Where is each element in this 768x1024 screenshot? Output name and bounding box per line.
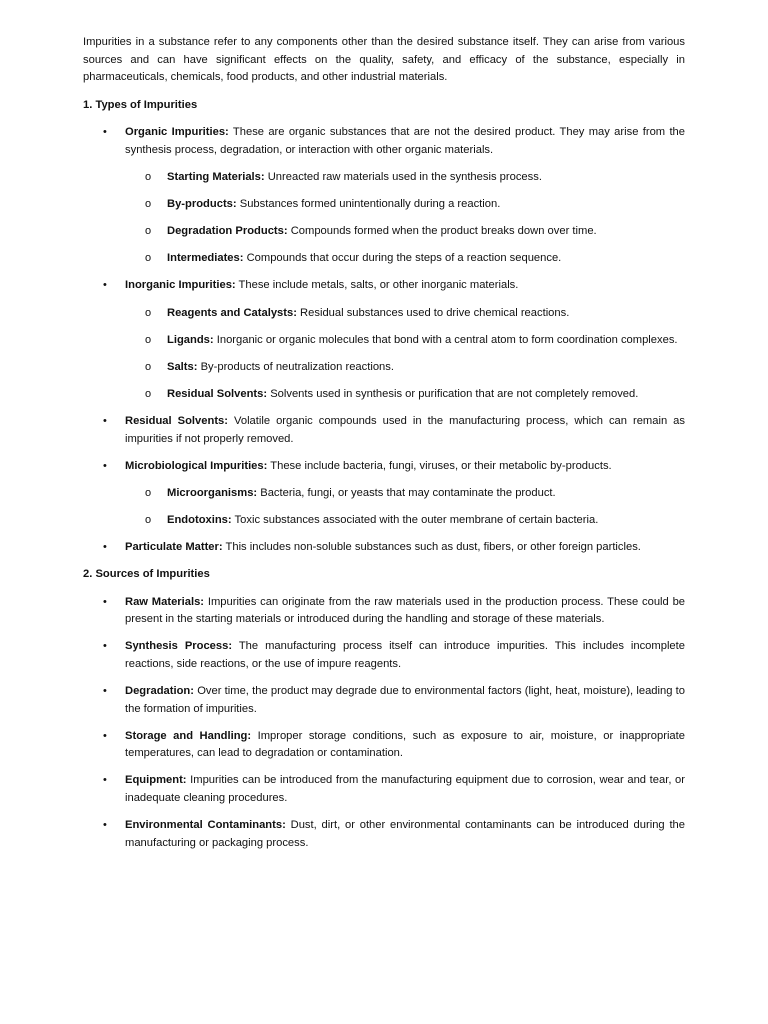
types-list	[83, 124, 685, 556]
term: Synthesis Process:	[125, 640, 233, 653]
bullet-icon: •	[103, 819, 107, 831]
list-item-equipment	[83, 772, 685, 807]
term: Degradation Products:	[167, 225, 288, 238]
intro-paragraph: Impurities in a substance refer to any components other than the desired substance itself. They can arise from various sources and can have significant effects on the quality, safety, and efficacy of the substance, especially in pharmaceuticals, chemicals, food products, and other industrial materials.	[83, 36, 685, 84]
description: This includes non-soluble substances such as dust, fibers, or other foreign particles.	[222, 540, 641, 553]
list-item-raw-materials	[83, 594, 685, 629]
sub-item-by-products	[83, 196, 685, 214]
list-item-residual-solvents	[83, 413, 685, 448]
sub-item-intermediates	[83, 250, 685, 268]
sub-bullet-icon: o	[145, 252, 152, 265]
description: Solvents used in synthesis or purification that are not completely removed.	[267, 387, 639, 400]
description: These include bacteria, fungi, viruses, or their metabolic by-products.	[267, 459, 612, 472]
description: Improper storage conditions, such as exposure to air, moisture, or inappropriate temperatures, can lead to degradation or contamination.	[125, 729, 685, 760]
sub-bullet-icon: o	[145, 360, 152, 373]
sub-bullet-icon: o	[145, 513, 152, 526]
term: Starting Materials:	[167, 171, 265, 184]
sub-bullet-icon: o	[145, 306, 152, 319]
description: Residual substances used to drive chemical reactions.	[296, 306, 570, 319]
sub-bullet-icon: o	[145, 333, 152, 346]
sub-bullet-icon: o	[145, 387, 152, 400]
term: Reagents and Catalysts:	[167, 306, 297, 319]
description: Toxic substances associated with the outer membrane of certain bacteria.	[231, 513, 599, 526]
sub-item-salts	[83, 359, 685, 377]
sub-item-endotoxins	[83, 512, 685, 530]
sub-bullet-icon: o	[145, 198, 152, 211]
sub-item-starting-materials	[83, 169, 685, 187]
list-item-particulate	[83, 539, 685, 557]
bullet-icon: •	[103, 126, 107, 139]
bullet-icon: •	[103, 540, 107, 553]
term: Particulate Matter:	[125, 540, 223, 553]
bullet-icon: •	[103, 774, 107, 787]
description: These are organic substances that are not the desired product. They may arise from the synthesis process, degradation, or interaction with other organic materials.	[125, 126, 686, 156]
description: The manufacturing process itself can introduce impurities. This includes incomplete reactions, side reactions, or the use of impure reagents.	[125, 640, 685, 670]
description: Impurities can be introduced from the manufacturing equipment due to corrosion, wear and tear, or inadequate cleaning procedures.	[125, 774, 685, 804]
bullet-icon: •	[103, 640, 107, 653]
description: By-products of neutralization reactions.	[197, 360, 394, 373]
sub-item-degradation-products	[83, 223, 685, 241]
description: Inorganic or organic molecules that bond with a central atom to form coordination complexes.	[213, 333, 678, 346]
term: Intermediates:	[167, 252, 244, 265]
sub-bullet-icon: o	[145, 486, 152, 499]
list-item-storage-handling	[83, 728, 685, 763]
organic-sublist	[125, 169, 685, 268]
description: Bacteria, fungi, or yeasts that may contaminate the product.	[257, 486, 556, 499]
sub-item-ligands	[83, 332, 685, 350]
document-page	[83, 34, 685, 862]
sub-item-microorganisms	[83, 485, 685, 503]
term: Residual Solvents:	[125, 414, 228, 427]
description: Impurities can originate from the raw materials used in the production process. These could be present in the starting materials or introduced during the handling and storage of these materials.	[125, 595, 686, 626]
description: Dust, dirt, or other environmental contaminants can be introduced during the manufacturing or packaging process.	[125, 819, 685, 849]
term: Storage and Handling:	[125, 729, 252, 742]
term: Degradation:	[125, 684, 194, 697]
list-item-microbiological	[83, 458, 685, 530]
term: By-products:	[167, 198, 237, 211]
term: Salts:	[167, 360, 198, 373]
sub-item-residual-solvents	[83, 386, 685, 404]
bullet-icon: •	[103, 459, 107, 472]
sources-list	[83, 594, 685, 853]
list-item-environmental	[83, 817, 685, 852]
list-item-organic	[83, 124, 685, 268]
sub-bullet-icon: o	[145, 225, 152, 238]
term: Environmental Contaminants:	[125, 819, 286, 831]
description: Substances formed unintentionally during a reaction.	[236, 198, 501, 211]
microbio-sublist	[125, 485, 685, 530]
description: Compounds formed when the product breaks down over time.	[287, 225, 597, 238]
section-heading-sources: 2. Sources of Impurities	[83, 567, 210, 580]
description: These include metals, salts, or other inorganic materials.	[235, 279, 519, 292]
term: Ligands:	[167, 333, 214, 346]
description: Volatile organic compounds used in the manufacturing process, which can remain as impurities if not properly removed.	[125, 414, 685, 445]
term: Microbiological Impurities:	[125, 459, 268, 472]
bullet-icon: •	[103, 279, 107, 292]
term: Residual Solvents:	[167, 387, 268, 400]
section-heading-types: 1. Types of Impurities	[83, 98, 198, 111]
bullet-icon: •	[103, 595, 107, 608]
term: Microorganisms:	[167, 486, 258, 499]
inorganic-sublist	[125, 305, 685, 404]
list-item-degradation	[83, 683, 685, 718]
description: Compounds that occur during the steps of a reaction sequence.	[243, 252, 562, 265]
term: Equipment:	[125, 774, 187, 787]
bullet-icon: •	[103, 684, 107, 697]
term: Endotoxins:	[167, 513, 232, 526]
description: Unreacted raw materials used in the synthesis process.	[264, 171, 542, 184]
sub-bullet-icon: o	[145, 171, 152, 184]
bullet-icon: •	[103, 729, 107, 742]
term: Raw Materials:	[125, 595, 205, 608]
sub-item-reagents	[83, 305, 685, 323]
list-item-inorganic	[83, 277, 685, 403]
description: Over time, the product may degrade due to environmental factors (light, heat, moisture), leading to the formation of impurities.	[125, 684, 685, 715]
term: Organic Impurities:	[125, 126, 229, 139]
bullet-icon: •	[103, 414, 107, 427]
list-item-synthesis-process	[83, 638, 685, 673]
term: Inorganic Impurities:	[125, 279, 236, 292]
